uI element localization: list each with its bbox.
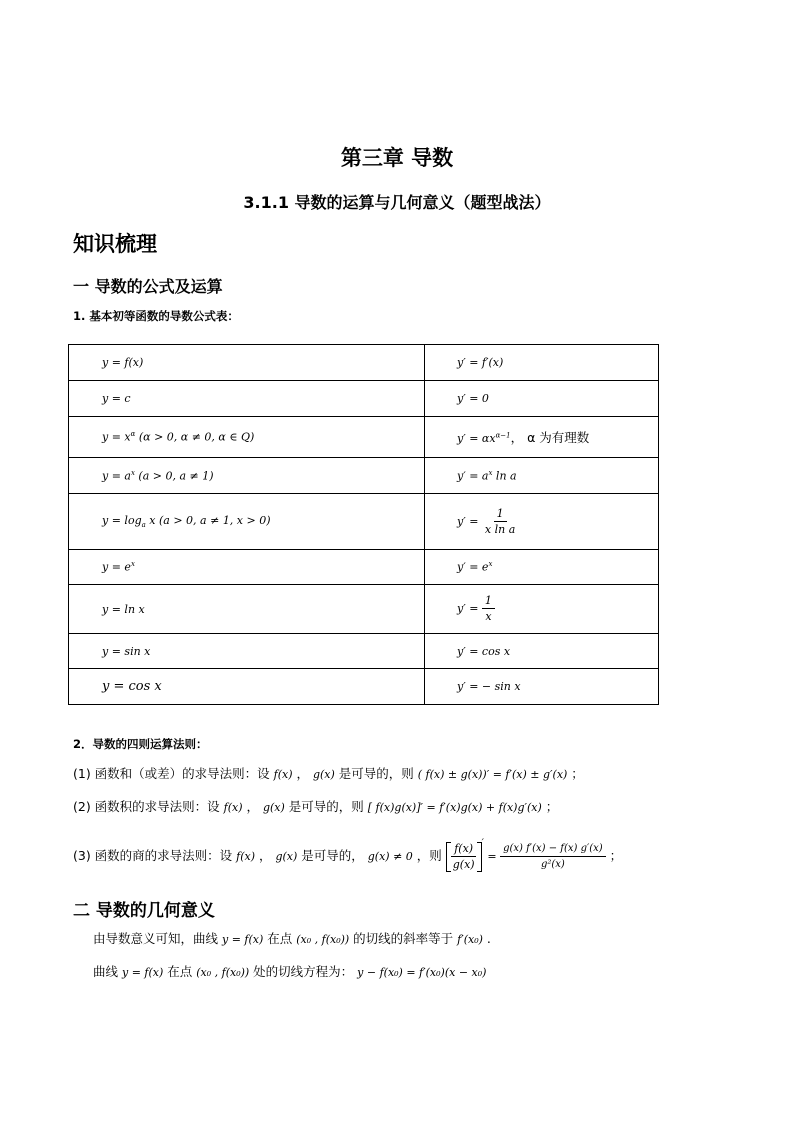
formula-rest: ln a [492,469,517,483]
formula-exponent: x [130,560,135,569]
formula-prefix: y′ = [457,514,482,528]
point-formula: (x₀ , f(x₀)) [296,933,350,946]
formula-condition: x (a > 0, a ≠ 1, x > 0) [145,513,271,527]
nonzero-condition: g(x) ≠ 0 [367,850,413,863]
slope-formula: f′(x₀) [457,933,483,946]
table-row [69,585,659,634]
section-title: 3.1.1 导数的运算与几何意义（题型战法） [243,193,551,212]
heading-derivative-formulas: 一 导数的公式及运算 [73,277,223,296]
formula-function [69,494,425,550]
rule-label: (2) 函数积的求导法则：设 [73,799,224,814]
math-f: f(x) [273,768,293,781]
formula-derivative: y′ = − sin x [425,669,659,705]
quotient-rule-formula [446,838,606,871]
text: 处的切线方程为： [249,964,358,979]
tangent-line-equation: y − f(x₀) = f′(x₀)(x − x₀) [357,966,487,979]
formula-derivative [425,458,659,494]
fraction-numerator: f(x) [451,842,476,857]
fraction-denominator: x [485,610,492,623]
rule-label: (3) 函数的商的求导法则：设 [73,848,237,863]
fraction-numerator: g(x) f′(x) − f(x) g′(x) [500,842,606,857]
equals: = [483,850,501,863]
punctuation: ； [605,848,623,863]
punctuation: ； [541,799,559,814]
derivative-formula-table [68,344,659,705]
fraction-numerator: 1 [494,507,507,522]
table-row [69,345,659,381]
formula-derivative: y′ = 0 [425,381,659,417]
formula-function: y = sin x [69,634,425,669]
table-row [69,634,659,669]
heading-geometric-meaning: 二 导数的几何意义 [73,901,215,921]
rule-text: 是可导的，则 [334,766,418,781]
fraction [450,842,478,872]
formula-derivative: y′ = f′(x) [425,345,659,381]
formula-function [69,417,425,458]
table-heading: 1. 基本初等函数的导数公式表： [73,309,239,323]
sum-rule-formula: ( f(x) ± g(x))′ = f′(x) ± g′(x) [417,768,568,781]
formula-exponent: x [130,468,135,477]
formula-function [69,550,425,585]
table-row [69,458,659,494]
formula-derivative [425,550,659,585]
table-row [69,550,659,585]
text: 在点 [263,931,297,946]
formula-base: y = a [102,469,131,483]
separator: ， [242,799,263,814]
formula-base: y = x [102,430,131,444]
punctuation: . [482,931,491,946]
formula-condition: (α > 0, α ≠ 0, α ∈ Q) [135,430,255,444]
formula-function [69,458,425,494]
math-g: g(x) [275,850,298,863]
bracket [446,842,482,872]
fraction-denominator: g²(x) [540,859,565,870]
math-f: f(x) [223,801,243,814]
rule-text: ，则 [412,848,446,863]
formula-exponent: α−1 [495,431,511,440]
curve-formula: y = f(x) [121,966,164,979]
formula-condition: (a > 0, a ≠ 1) [134,469,214,483]
formula-exponent: x [488,560,493,569]
formula-base: y = e [102,560,131,574]
product-rule-formula: [ f(x)g(x)]′ = f′(x)g(x) + f(x)g′(x) [367,801,542,814]
fraction [482,594,495,624]
heading-knowledge: 知识梳理 [73,232,157,256]
math-f: f(x) [236,850,256,863]
table-row [69,417,659,458]
formula-base: y′ = αx [457,432,496,445]
formula-base: y′ = a [457,469,489,483]
formula-function: y = ln x [69,585,425,634]
formula-exponent: x [488,468,493,477]
prime-mark: ′ [481,838,484,849]
text: 在点 [163,964,197,979]
formula-derivative [425,494,659,550]
sum-rule [73,764,584,782]
fraction [482,507,518,537]
punctuation: ； [567,766,584,781]
fraction-denominator: x ln a [484,522,516,536]
rule-text: 是可导的，则 [284,799,368,814]
rules-heading: 2．导数的四则运算法则： [73,737,208,751]
point-formula: (x₀ , f(x₀)) [196,966,250,979]
table-row [69,494,659,550]
fraction-denominator: g(x) [452,858,475,871]
rule-label: (1) 函数和（或差）的求导法则：设 [73,766,274,781]
table-row [69,381,659,417]
formula-base: y′ = e [457,560,489,574]
formula-derivative [425,585,659,634]
geometric-meaning-line-2 [93,962,486,980]
fraction-numerator: 1 [482,594,495,609]
text: 曲线 [93,964,122,979]
text: 由导数意义可知，曲线 [93,931,222,946]
formula-note: ， α 为有理数 [510,430,590,445]
rule-text: 是可导的， [297,848,368,863]
text: 的切线的斜率等于 [349,931,458,946]
curve-formula: y = f(x) [221,933,264,946]
fraction [500,842,606,872]
formula-function: y = cos x [69,669,425,705]
formula-exponent: α [130,430,136,439]
formula-prefix: y′ = [457,602,482,615]
separator: ， [255,848,276,863]
table-row [69,669,659,705]
quotient-rule [73,838,622,872]
math-g: g(x) [312,768,335,781]
chapter-title: 第三章 导数 [340,146,454,170]
separator: ， [292,766,313,781]
product-rule [73,797,558,815]
formula-derivative: y′ = cos x [425,634,659,669]
formula-function: y = c [69,381,425,417]
formula-function: y = f(x) [69,345,425,381]
geometric-meaning-line-1 [93,929,491,947]
formula-subscript: a [141,521,146,530]
formula-derivative [425,417,659,458]
formula-base: y = log [102,513,142,527]
math-g: g(x) [262,801,285,814]
